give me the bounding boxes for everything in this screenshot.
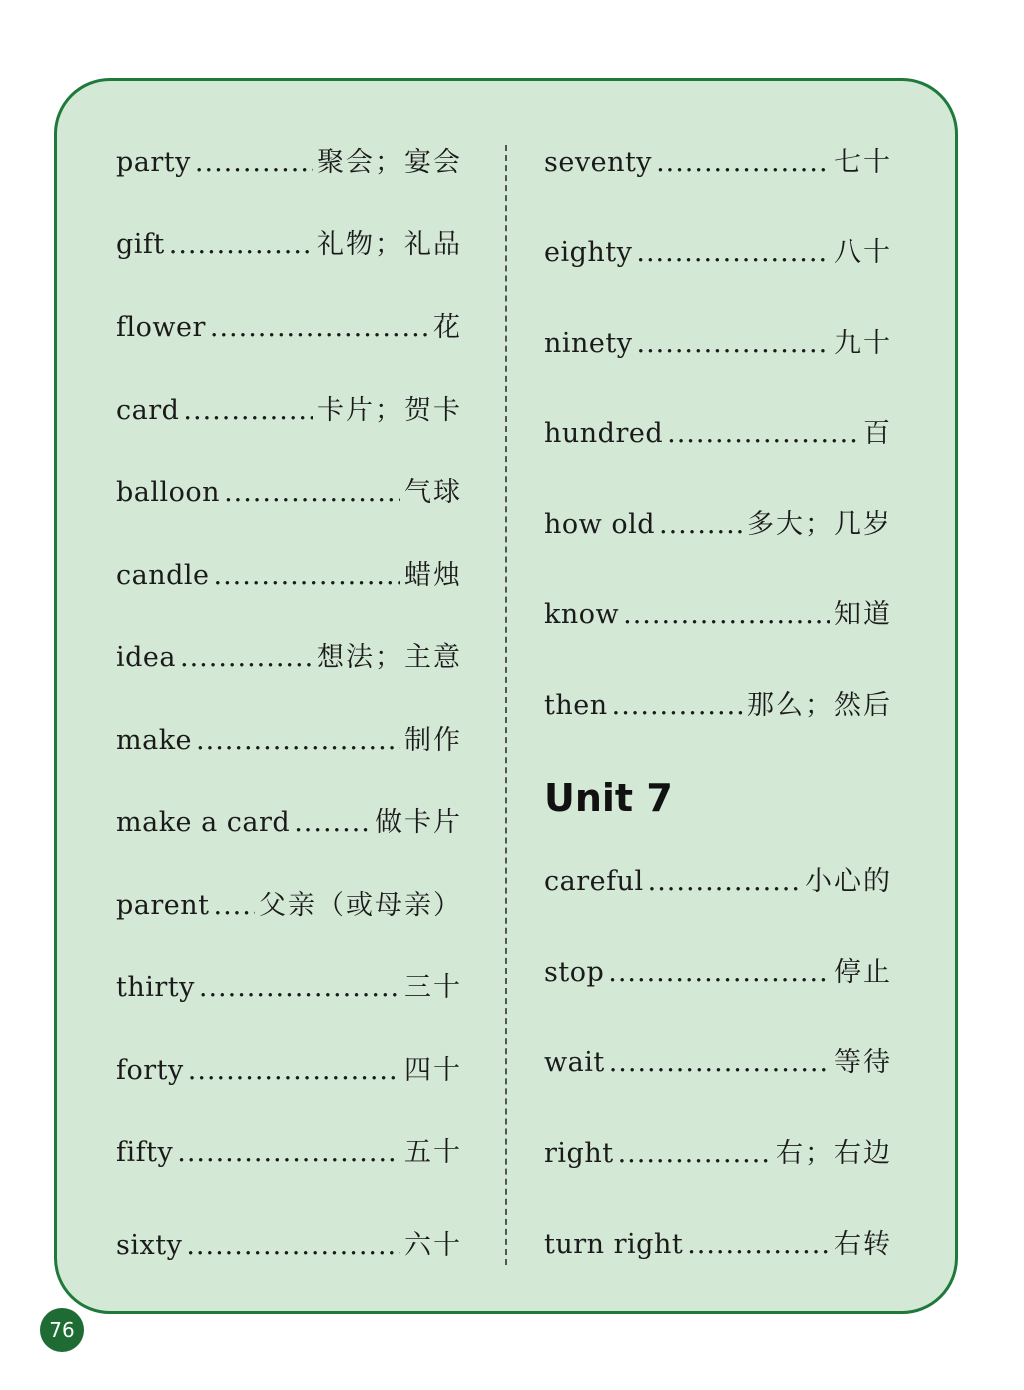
leader-dots bbox=[608, 953, 830, 993]
leader-dots bbox=[687, 1225, 830, 1265]
vocab-entry bbox=[544, 953, 892, 993]
leader-dots bbox=[169, 225, 313, 265]
chinese-meaning: 停止 bbox=[834, 957, 892, 988]
chinese-meaning: 想法；主意 bbox=[317, 642, 462, 673]
leader-dots bbox=[618, 1134, 772, 1174]
leader-dots bbox=[183, 391, 313, 431]
vocab-entry bbox=[116, 391, 462, 431]
leader-dots bbox=[180, 638, 313, 678]
vocab-entry bbox=[116, 1226, 462, 1266]
english-word: sixty bbox=[116, 1230, 183, 1261]
leader-dots bbox=[637, 324, 831, 364]
vocab-entry bbox=[116, 473, 462, 513]
vocab-entry bbox=[116, 638, 462, 678]
chinese-meaning: 知道 bbox=[834, 599, 892, 630]
column-divider bbox=[505, 145, 507, 1265]
chinese-meaning: 父亲（或母亲） bbox=[259, 890, 462, 921]
vocab-entry bbox=[544, 324, 892, 364]
english-word: stop bbox=[544, 957, 605, 988]
vocab-entry bbox=[116, 803, 462, 843]
chinese-meaning: 四十 bbox=[404, 1055, 462, 1086]
chinese-meaning: 百 bbox=[863, 418, 892, 449]
vocab-entry bbox=[544, 862, 892, 902]
english-word: card bbox=[116, 395, 180, 426]
english-word: eighty bbox=[544, 237, 633, 268]
vocab-entry bbox=[116, 886, 462, 926]
english-word: flower bbox=[116, 312, 206, 343]
english-word: idea bbox=[116, 642, 176, 673]
vocab-entry bbox=[116, 225, 462, 265]
english-word: thirty bbox=[116, 972, 195, 1003]
vocab-entry bbox=[116, 308, 462, 348]
vocab-entry bbox=[544, 143, 892, 183]
vocab-entry bbox=[544, 505, 892, 545]
english-word: balloon bbox=[116, 477, 221, 508]
chinese-meaning: 气球 bbox=[404, 477, 462, 508]
chinese-meaning: 八十 bbox=[834, 237, 892, 268]
english-word: parent bbox=[116, 890, 210, 921]
english-word: make a card bbox=[116, 807, 291, 838]
english-word: make bbox=[116, 725, 193, 756]
leader-dots bbox=[623, 595, 830, 635]
vocab-entry bbox=[116, 556, 462, 596]
vocab-entry bbox=[544, 1134, 892, 1174]
chinese-meaning: 礼物；礼品 bbox=[317, 229, 462, 260]
leader-dots bbox=[214, 556, 400, 596]
english-word: fifty bbox=[116, 1137, 174, 1168]
vocab-entry bbox=[544, 233, 892, 273]
vocab-entry bbox=[544, 1043, 892, 1083]
leader-dots bbox=[636, 233, 830, 273]
chinese-meaning: 六十 bbox=[404, 1230, 462, 1261]
chinese-meaning: 制作 bbox=[404, 725, 462, 756]
leader-dots bbox=[199, 968, 400, 1008]
chinese-meaning: 聚会；宴会 bbox=[317, 147, 462, 178]
vocab-entry bbox=[116, 143, 462, 183]
english-word: then bbox=[544, 690, 608, 721]
chinese-meaning: 九十 bbox=[834, 328, 892, 359]
chinese-meaning: 等待 bbox=[834, 1047, 892, 1078]
page-number: 76 bbox=[40, 1308, 84, 1352]
english-word: candle bbox=[116, 560, 210, 591]
vocab-entry bbox=[544, 1225, 892, 1265]
vocab-entry bbox=[116, 968, 462, 1008]
english-word: ninety bbox=[544, 328, 633, 359]
vocab-entry bbox=[116, 1133, 462, 1173]
english-word: party bbox=[116, 147, 191, 178]
leader-dots bbox=[188, 1051, 400, 1091]
leader-dots bbox=[214, 886, 255, 926]
leader-dots bbox=[177, 1133, 400, 1173]
chinese-meaning: 七十 bbox=[834, 147, 892, 178]
vocab-entry bbox=[544, 595, 892, 635]
english-word: careful bbox=[544, 866, 644, 897]
vocab-entry bbox=[544, 414, 892, 454]
english-word: gift bbox=[116, 229, 165, 260]
leader-dots bbox=[186, 1226, 400, 1266]
vocab-entry bbox=[544, 686, 892, 726]
english-word: forty bbox=[116, 1055, 184, 1086]
leader-dots bbox=[667, 414, 859, 454]
english-word: seventy bbox=[544, 147, 653, 178]
chinese-meaning: 小心的 bbox=[805, 866, 892, 897]
vocab-entry bbox=[116, 721, 462, 761]
leader-dots bbox=[195, 143, 313, 183]
leader-dots bbox=[656, 143, 830, 183]
leader-dots bbox=[648, 862, 801, 902]
chinese-meaning: 蜡烛 bbox=[404, 560, 462, 591]
leader-dots bbox=[609, 1043, 830, 1083]
chinese-meaning: 卡片；贺卡 bbox=[317, 395, 462, 426]
english-word: wait bbox=[544, 1047, 605, 1078]
vocab-entry bbox=[116, 1051, 462, 1091]
english-word: turn right bbox=[544, 1229, 684, 1260]
leader-dots bbox=[210, 308, 429, 348]
chinese-meaning: 五十 bbox=[404, 1137, 462, 1168]
leader-dots bbox=[224, 473, 400, 513]
leader-dots bbox=[612, 686, 743, 726]
chinese-meaning: 三十 bbox=[404, 972, 462, 1003]
chinese-meaning: 做卡片 bbox=[375, 807, 462, 838]
english-word: know bbox=[544, 599, 620, 630]
english-word: how old bbox=[544, 509, 656, 540]
chinese-meaning: 右转 bbox=[834, 1229, 892, 1260]
chinese-meaning: 多大；几岁 bbox=[747, 509, 892, 540]
leader-dots bbox=[659, 505, 743, 545]
english-word: hundred bbox=[544, 418, 664, 449]
english-word: right bbox=[544, 1138, 614, 1169]
unit-heading: Unit 7 bbox=[544, 776, 673, 820]
leader-dots bbox=[196, 721, 400, 761]
chinese-meaning: 右；右边 bbox=[776, 1138, 892, 1169]
leader-dots bbox=[294, 803, 371, 843]
chinese-meaning: 花 bbox=[433, 312, 462, 343]
chinese-meaning: 那么；然后 bbox=[747, 690, 892, 721]
